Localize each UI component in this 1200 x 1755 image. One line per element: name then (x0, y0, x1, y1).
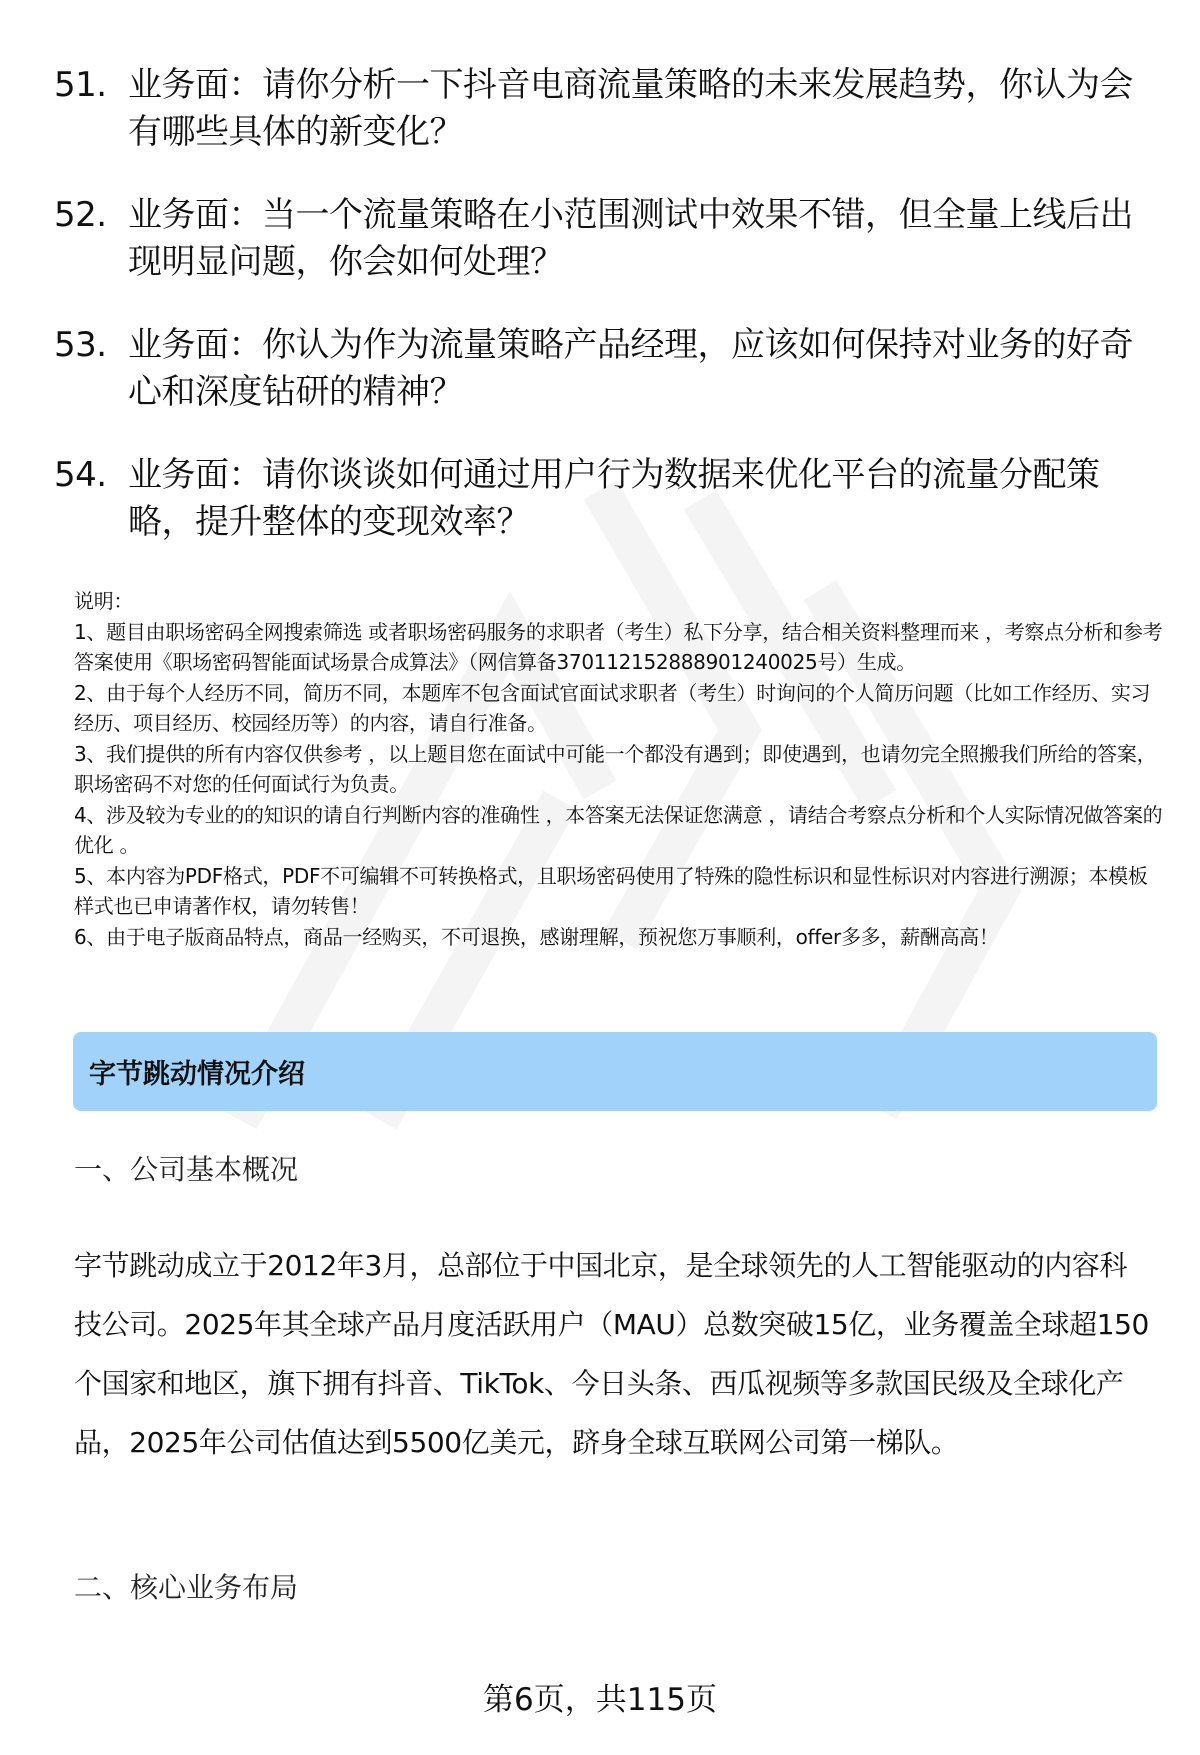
subsection-heading-core-business: 二、核心业务布局 (74, 1571, 299, 1604)
note-item: 3、我们提供的所有内容仅供参考 ，以上题目您在面试中可能一个都没有遇到；即使遇到，也请勿完全照搬我们所给的答案，职场密码不对您的任何面试行为负责。 (74, 741, 1157, 796)
note-item: 1、题目由职场密码全网搜索筛选 或者职场密码服务的求职者（考生）私下分享，结合相关资料整理而来 ，考察点分析和参考答案使用《职场密码智能面试场景合成算法》（网信算备370112152888901240025号）生成。 (74, 619, 1163, 674)
question-number: 53. (54, 325, 107, 365)
question-text: 业务面：当一个流量策略在小范围测试中效果不错，但全量上线后出现明显问题，你会如何处理？ (128, 195, 1133, 282)
section-title: 字节跳动情况介绍 (89, 1059, 305, 1090)
question-number: 54. (54, 455, 107, 495)
question-number: 52. (54, 195, 107, 235)
note-item: 5、本内容为PDF格式，PDF不可编辑不可转换格式，且职场密码使用了特殊的隐性标识和显性标识对内容进行溯源；本模板样式也已申请著作权，请勿转售！ (74, 863, 1148, 918)
question-text: 业务面：请你分析一下抖音电商流量策略的未来发展趋势，你认为会有哪些具体的新变化？ (128, 65, 1133, 152)
page-number-footer: 第6页，共115页 (483, 1682, 717, 1718)
note-item: 6、由于电子版商品特点，商品一经购买，不可退换，感谢理解，预祝您万事顺利，offer多多，薪酬高高！ (74, 924, 999, 949)
question-list (54, 62, 1154, 582)
overview-paragraph: 字节跳动成立于2012年3月，总部位于中国北京，是全球领先的人工智能驱动的内容科技公司。2025年其全球产品月度活跃用户（MAU）总数突破15亿，业务覆盖全球超150个国家和地区，旗下拥有抖音、TikTok、今日头条、西瓜视频等多款国民级及全球化产品，2025年公司估值达到5500亿美元，跻身全球互联网公司第一梯队。 (74, 1249, 1149, 1459)
notes-title: 说明： (74, 589, 134, 613)
question-item (54, 192, 1154, 286)
question-item (54, 452, 1154, 546)
subsection-heading-overview: 一、公司基本概况 (74, 1153, 299, 1186)
note-item: 4、涉及较为专业的的知识的请自行判断内容的准确性 ，本答案无法保证您满意 ，请结合考察点分析和个人实际情况做答案的优化 。 (74, 802, 1163, 857)
question-text: 业务面：你认为作为流量策略产品经理，应该如何保持对业务的好奇心和深度钻研的精神？ (128, 325, 1133, 412)
question-item (54, 322, 1154, 416)
section-banner (73, 1032, 1157, 1111)
question-item (54, 62, 1154, 156)
note-item: 2、由于每个人经历不同，简历不同，本题库不包含面试官面试求职者（考生）时询问的个人简历问题（比如工作经历、实习经历、项目经历、校园经历等）的内容，请自行准备。 (74, 680, 1151, 735)
disclaimer-notes (74, 586, 1164, 952)
question-text: 业务面：请你谈谈如何通过用户行为数据来优化平台的流量分配策略，提升整体的变现效率？ (128, 455, 1100, 542)
question-number: 51. (54, 65, 107, 105)
